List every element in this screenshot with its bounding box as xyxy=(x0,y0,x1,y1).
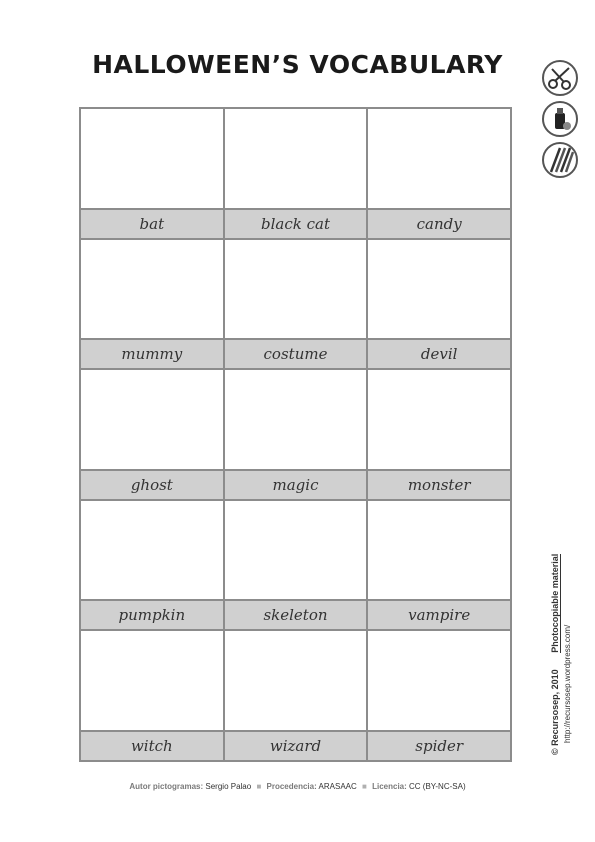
copyright-text: © Recursosep, 2010 xyxy=(550,669,560,755)
picture-box xyxy=(368,109,510,208)
scissors-icon xyxy=(542,60,578,96)
picture-box xyxy=(81,501,223,600)
picture-box xyxy=(81,109,223,208)
picture-box xyxy=(368,240,510,339)
word-label: witch xyxy=(81,732,223,760)
word-label: mummy xyxy=(81,340,223,368)
word-label: devil xyxy=(368,340,510,368)
word-label: spider xyxy=(368,732,510,760)
license-value: CC (BY-NC-SA) xyxy=(409,782,466,791)
picture-box xyxy=(81,240,223,339)
page-title: HALLOWEEN’S VOCABULARY xyxy=(92,50,503,79)
word-label: costume xyxy=(225,340,367,368)
word-label: pumpkin xyxy=(81,601,223,629)
word-label: magic xyxy=(225,471,367,499)
separator-icon: ■ xyxy=(362,782,367,791)
picture-box xyxy=(368,501,510,600)
photocopiable-text: Photocopiable material xyxy=(550,553,560,653)
vocab-card xyxy=(225,370,367,499)
word-label: bat xyxy=(81,210,223,238)
separator-icon: ■ xyxy=(256,782,262,791)
word-label: monster xyxy=(368,471,510,499)
word-label: wizard xyxy=(225,732,367,760)
picture-box xyxy=(225,501,367,600)
picture-box xyxy=(225,370,367,469)
vocab-card xyxy=(81,501,223,630)
vocab-card xyxy=(81,240,223,369)
word-label: skeleton xyxy=(225,601,367,629)
vocab-card xyxy=(225,240,367,369)
picture-box xyxy=(368,631,510,730)
source-key: Procedencia: xyxy=(266,782,317,791)
word-label: vampire xyxy=(368,601,510,629)
license-key: Licencia: xyxy=(372,782,407,791)
picture-box xyxy=(225,631,367,730)
vocab-card xyxy=(225,631,367,760)
word-label: black cat xyxy=(225,210,367,238)
vocab-card xyxy=(368,631,510,760)
vocab-card xyxy=(81,370,223,499)
word-label: candy xyxy=(368,210,510,238)
picture-box xyxy=(81,370,223,469)
website-url: http://recursosep.wordpress.com/ xyxy=(563,624,572,743)
credits-footer xyxy=(0,782,595,791)
vocab-card xyxy=(368,501,510,630)
activity-icons xyxy=(542,60,582,183)
vocab-card xyxy=(368,240,510,369)
picture-box xyxy=(225,240,367,339)
glue-icon xyxy=(542,101,578,137)
picture-box xyxy=(81,631,223,730)
vocab-card xyxy=(368,109,510,238)
vocab-card xyxy=(81,631,223,760)
vocabulary-grid xyxy=(79,107,512,762)
source-value: ARASAAC xyxy=(318,782,357,791)
word-label: ghost xyxy=(81,471,223,499)
vocab-card xyxy=(368,370,510,499)
vocab-card xyxy=(81,109,223,238)
vocab-card xyxy=(225,501,367,630)
picture-box xyxy=(225,109,367,208)
author-value: Sergio Palao xyxy=(205,782,252,791)
picture-box xyxy=(368,370,510,469)
side-credits xyxy=(550,515,572,755)
vocab-card xyxy=(225,109,367,238)
pencils-icon xyxy=(542,142,578,178)
author-key: Autor pictogramas: xyxy=(129,782,204,791)
